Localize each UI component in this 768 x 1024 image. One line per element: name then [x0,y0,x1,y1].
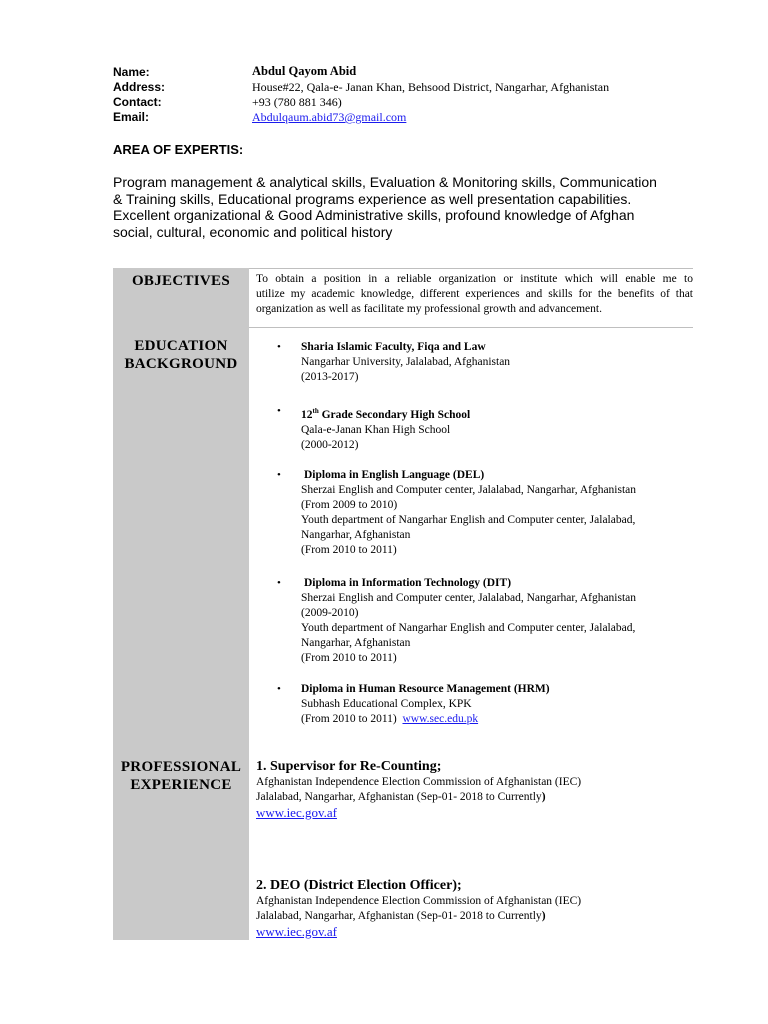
education-line: (2009-2010) [301,607,359,619]
table-top-rule [249,268,693,269]
objectives-divider [249,327,693,328]
objective-line: utilize my academic knowledge, different experiences and skills for the benefits of that [256,288,693,300]
education-line: Nangarhar, Afghanistan [301,529,411,541]
education-heading-line1: EDUCATION [134,338,228,354]
experience-title: 1. Supervisor for Re-Counting; [256,759,442,774]
sec-website-link[interactable]: www.sec.edu.pk [402,713,479,725]
education-line: (From 2010 to 2011) [301,652,397,664]
bullet-icon: • [277,683,281,695]
education-line: Sherzai English and Computer center, Jalalabad, Nangarhar, Afghanistan [301,484,637,496]
objectives-heading: OBJECTIVES [131,273,231,289]
contact-value: +93 (780 881 346) [252,95,342,109]
education-line: (2013-2017) [301,371,359,383]
education-line: Nangarhar University, Jalalabad, Afghanistan [301,356,511,368]
name-value: Abdul Qayom Abid [252,64,357,78]
education-title: 12th Grade Secondary High School [301,407,471,421]
education-item [301,340,510,385]
experience-line: Jalalabad, Nangarhar, Afghanistan (Sep-01- 2018 to Currently) [256,910,546,922]
education-line: Qala-e-Janan Khan High School [301,423,451,436]
experience-heading-line1: PROFESSIONAL [120,759,242,775]
experience-line: Jalalabad, Nangarhar, Afghanistan (Sep-01- 2018 to Currently) [256,791,546,803]
expertise-line: & Training skills, Educational programs experience as well presentation capabilities. [113,190,632,207]
education-line: Youth department of Nangarhar English and Computer center, Jalalabad, [301,622,636,634]
education-title: Diploma in Information Technology (DIT) [304,577,512,589]
education-line: Sherzai English and Computer center, Jalalabad, Nangarhar, Afghanistan [301,592,637,604]
experience-line: Afghanistan Independence Election Commission of Afghanistan (IEC) [256,895,582,907]
address-value: House#22, Qala-e- Janan Khan, Behsood District, Nangarhar, Afghanistan [252,80,610,94]
education-heading [113,337,249,373]
education-title: Diploma in Human Resource Management (HRM) [301,683,550,695]
objective-line: To obtain a position in a reliable organization or institute which will enable me to [256,273,693,285]
education-line: (2000-2012) [301,438,359,451]
experience-title: 2. DEO (District Election Officer); [256,878,462,893]
education-title: Diploma in English Language (DEL) [304,469,485,481]
bullet-icon: • [277,341,281,353]
contact-label: Contact: [113,95,162,109]
experience-item [256,877,581,940]
expertise-line: social, cultural, economic and political history [113,223,393,240]
education-item [301,404,470,453]
experience-link-row [256,924,581,940]
objective-text [256,272,693,317]
expertise-line: Program management & analytical skills, Evaluation & Monitoring skills, Communication [113,174,657,190]
education-item [301,682,550,727]
education-line: (From 2009 to 2010) [301,499,398,511]
objective-line: organization as well as facilitate my professional growth and advancement. [256,303,602,315]
experience-line: Afghanistan Independence Election Commission of Afghanistan (IEC) [256,776,582,788]
experience-item [256,758,581,821]
experience-heading [113,758,249,794]
education-item [301,468,636,558]
email-link[interactable]: Abdulqaum.abid73@gmail.com [252,110,407,124]
email-label: Email: [113,110,150,124]
expertise-heading: AREA OF EXPERTIS: [113,142,244,157]
iec-website-link[interactable]: www.iec.gov.af [256,805,337,820]
bullet-icon: • [277,577,281,589]
education-item [301,576,636,666]
education-line: (From 2010 to 2011) [301,544,397,556]
expertise-line: Excellent organizational & Good Administrative skills, profound knowledge of Afghan [113,207,635,223]
iec-website-link[interactable]: www.iec.gov.af [256,924,337,939]
education-line: Subhash Educational Complex, KPK [301,698,472,710]
expertise-paragraph [113,174,673,240]
bullet-icon: • [277,469,281,481]
education-line: Youth department of Nangarhar English and Computer center, Jalalabad, [301,514,636,526]
bullet-icon: • [277,405,281,417]
education-heading-line2: BACKGROUND [124,356,238,372]
experience-heading-line2: EXPERIENCE [130,777,232,793]
address-label: Address: [113,80,166,94]
education-line: (From 2010 to 2011) www.sec.edu.pk [301,713,479,725]
education-line: Nangarhar, Afghanistan [301,637,411,649]
education-title: Sharia Islamic Faculty, Fiqa and Law [301,341,486,353]
experience-link-row [256,805,581,821]
name-label: Name: [113,65,150,79]
